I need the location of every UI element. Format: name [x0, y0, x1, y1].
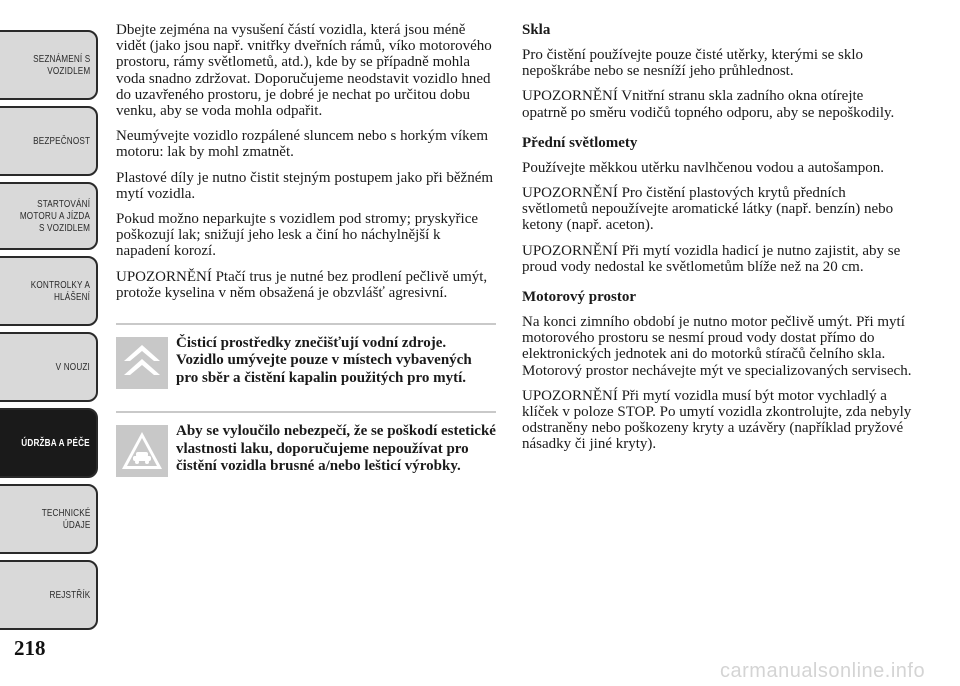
paragraph: Pro čistění používejte pouze čisté utěrky, kterými se sklo nepoškrábe nebo se nesníží jeho průhlednost.: [522, 47, 864, 80]
notice-paragraph: UPOZORNĚNÍ Ptačí trus je nutné bez prodlení pečlivě umýt, protože kyselina v něm obsažená je obzvlášť agresivní.: [116, 268, 488, 301]
environment-chevron-icon: [116, 337, 168, 389]
tab-udrzba-active[interactable]: [0, 408, 98, 478]
paragraph: Pokud možno neparkujte s vozidlem pod stromy; pryskyřice poškozují lak; snižují jeho lesk a činí ho náchylnější k napadení korozí.: [116, 211, 479, 260]
paragraph: Na konci zimního období je nutno motor pečlivě umýt. Při mytí motorového prostoru se nesmí proud vody dostat přímo do elektronických jednotek ani do motorků stíračů čelního skla. Motorový prostor nechávejte mýt ve specializovaných servisech.: [522, 314, 912, 379]
tab-label-line: ÚDAJE: [62, 519, 90, 531]
tab-label-line: TECHNICKÉ: [41, 507, 90, 519]
tab-label: BEZPEČNOST: [32, 135, 90, 147]
right-column: [522, 22, 912, 462]
heading-motorovy-prostor: Motorový prostor: [522, 289, 637, 306]
tab-label-line: HLÁŠENÍ: [53, 291, 90, 303]
tab-label: V NOUZI: [55, 361, 90, 373]
notice-paragraph: UPOZORNĚNÍ Vnitřní stranu skla zadního okna otírejte opatrně po směru vodičů topného odporu, aby se nepoškodily.: [522, 88, 895, 121]
heading-skla: Skla: [522, 22, 551, 38]
tab-label-line: MOTORU A JÍZDA: [19, 210, 90, 222]
tab-label-line: VOZIDLEM: [46, 65, 90, 77]
heading-predni-svetlomety: Přední světlomety: [522, 134, 638, 151]
tab-label: REJSTŘÍK: [49, 589, 90, 601]
watermark: carmanualsonline.info: [720, 660, 926, 682]
tab-label-line: S VOZIDLEM: [38, 222, 90, 234]
paragraph: Používejte měkkou utěrku navlhčenou vodou a autošampon.: [522, 159, 884, 176]
tab-kontrolky[interactable]: [0, 256, 98, 326]
paint-warning-text: Aby se vyloučilo nebezpečí, že se poškodí estetické vlastnosti laku, doporučujeme nepoužívat pro čistění vozidla brusné a/nebo lešticí výrobky.: [176, 423, 496, 475]
notice-paragraph: UPOZORNĚNÍ Při mytí vozidla hadicí je nutno zajistit, aby se proud vody nedostal ke světlometům blíže než na 20 cm.: [522, 242, 901, 275]
tab-bezpecnost[interactable]: [0, 106, 98, 176]
paragraph: Plastové díly je nutno čistit stejným postupem jako při běžném mytí vozidla.: [116, 169, 494, 202]
warning-triangle-car-icon: [116, 425, 168, 477]
tab-seznameni[interactable]: [0, 30, 98, 100]
tab-label-line: STARTOVÁNÍ: [37, 198, 90, 210]
paint-warning: [116, 411, 496, 475]
tab-v-nouzi[interactable]: [0, 332, 98, 402]
tab-startovani[interactable]: [0, 182, 98, 250]
tab-technicke[interactable]: [0, 484, 98, 554]
environment-notice: [116, 323, 496, 387]
notice-paragraph: UPOZORNĚNÍ Pro čistění plastových krytů předních světlometů nepoužívejte aromatické látky (např. benzín) nebo ketony (např. aceton).: [522, 185, 894, 234]
tab-label-line: KONTROLKY A: [30, 279, 90, 291]
paragraph: Neumývejte vozidlo rozpálené sluncem nebo s horkým víkem motoru: lak by mohl zmatnět.: [116, 128, 488, 161]
paragraph: Dbejte zejména na vysušení částí vozidla, která jsou méně vidět (jako jsou např. vnitřky dveřních rámů, víko motorového prostoru, rámy světlometů, atd.), kde by se případně mohla voda snadno zdržovat. Doporučujeme neodstavit vozidlo hned do uzavřeného prostoru, je dobré je nechat po určitou dobu venku, aby se voda mohla odpařit.: [116, 22, 492, 120]
environment-notice-text: Čisticí prostředky znečišťují vodní zdroje. Vozidlo umývejte pouze v místech vybavených pro sběr a čistění kapalin použitých pro mytí.: [176, 335, 472, 386]
tab-label-line: SEZNÁMENÍ S: [32, 53, 90, 65]
tab-rejstrik[interactable]: [0, 560, 98, 630]
left-column: [116, 22, 496, 484]
notice-paragraph: UPOZORNĚNÍ Při mytí vozidla musí být motor vychladlý a klíček v poloze STOP. Po umytí vozidla zkontrolujte, zda nebyly odstraněny nebo poškozeny kryty a uzávěry (například pryžové násadky či jiné kryty).: [522, 387, 912, 453]
tab-label: ÚDRŽBA A PÉČE: [21, 437, 90, 449]
page-number: 218: [14, 636, 46, 660]
chapter-tabs: [0, 0, 100, 686]
